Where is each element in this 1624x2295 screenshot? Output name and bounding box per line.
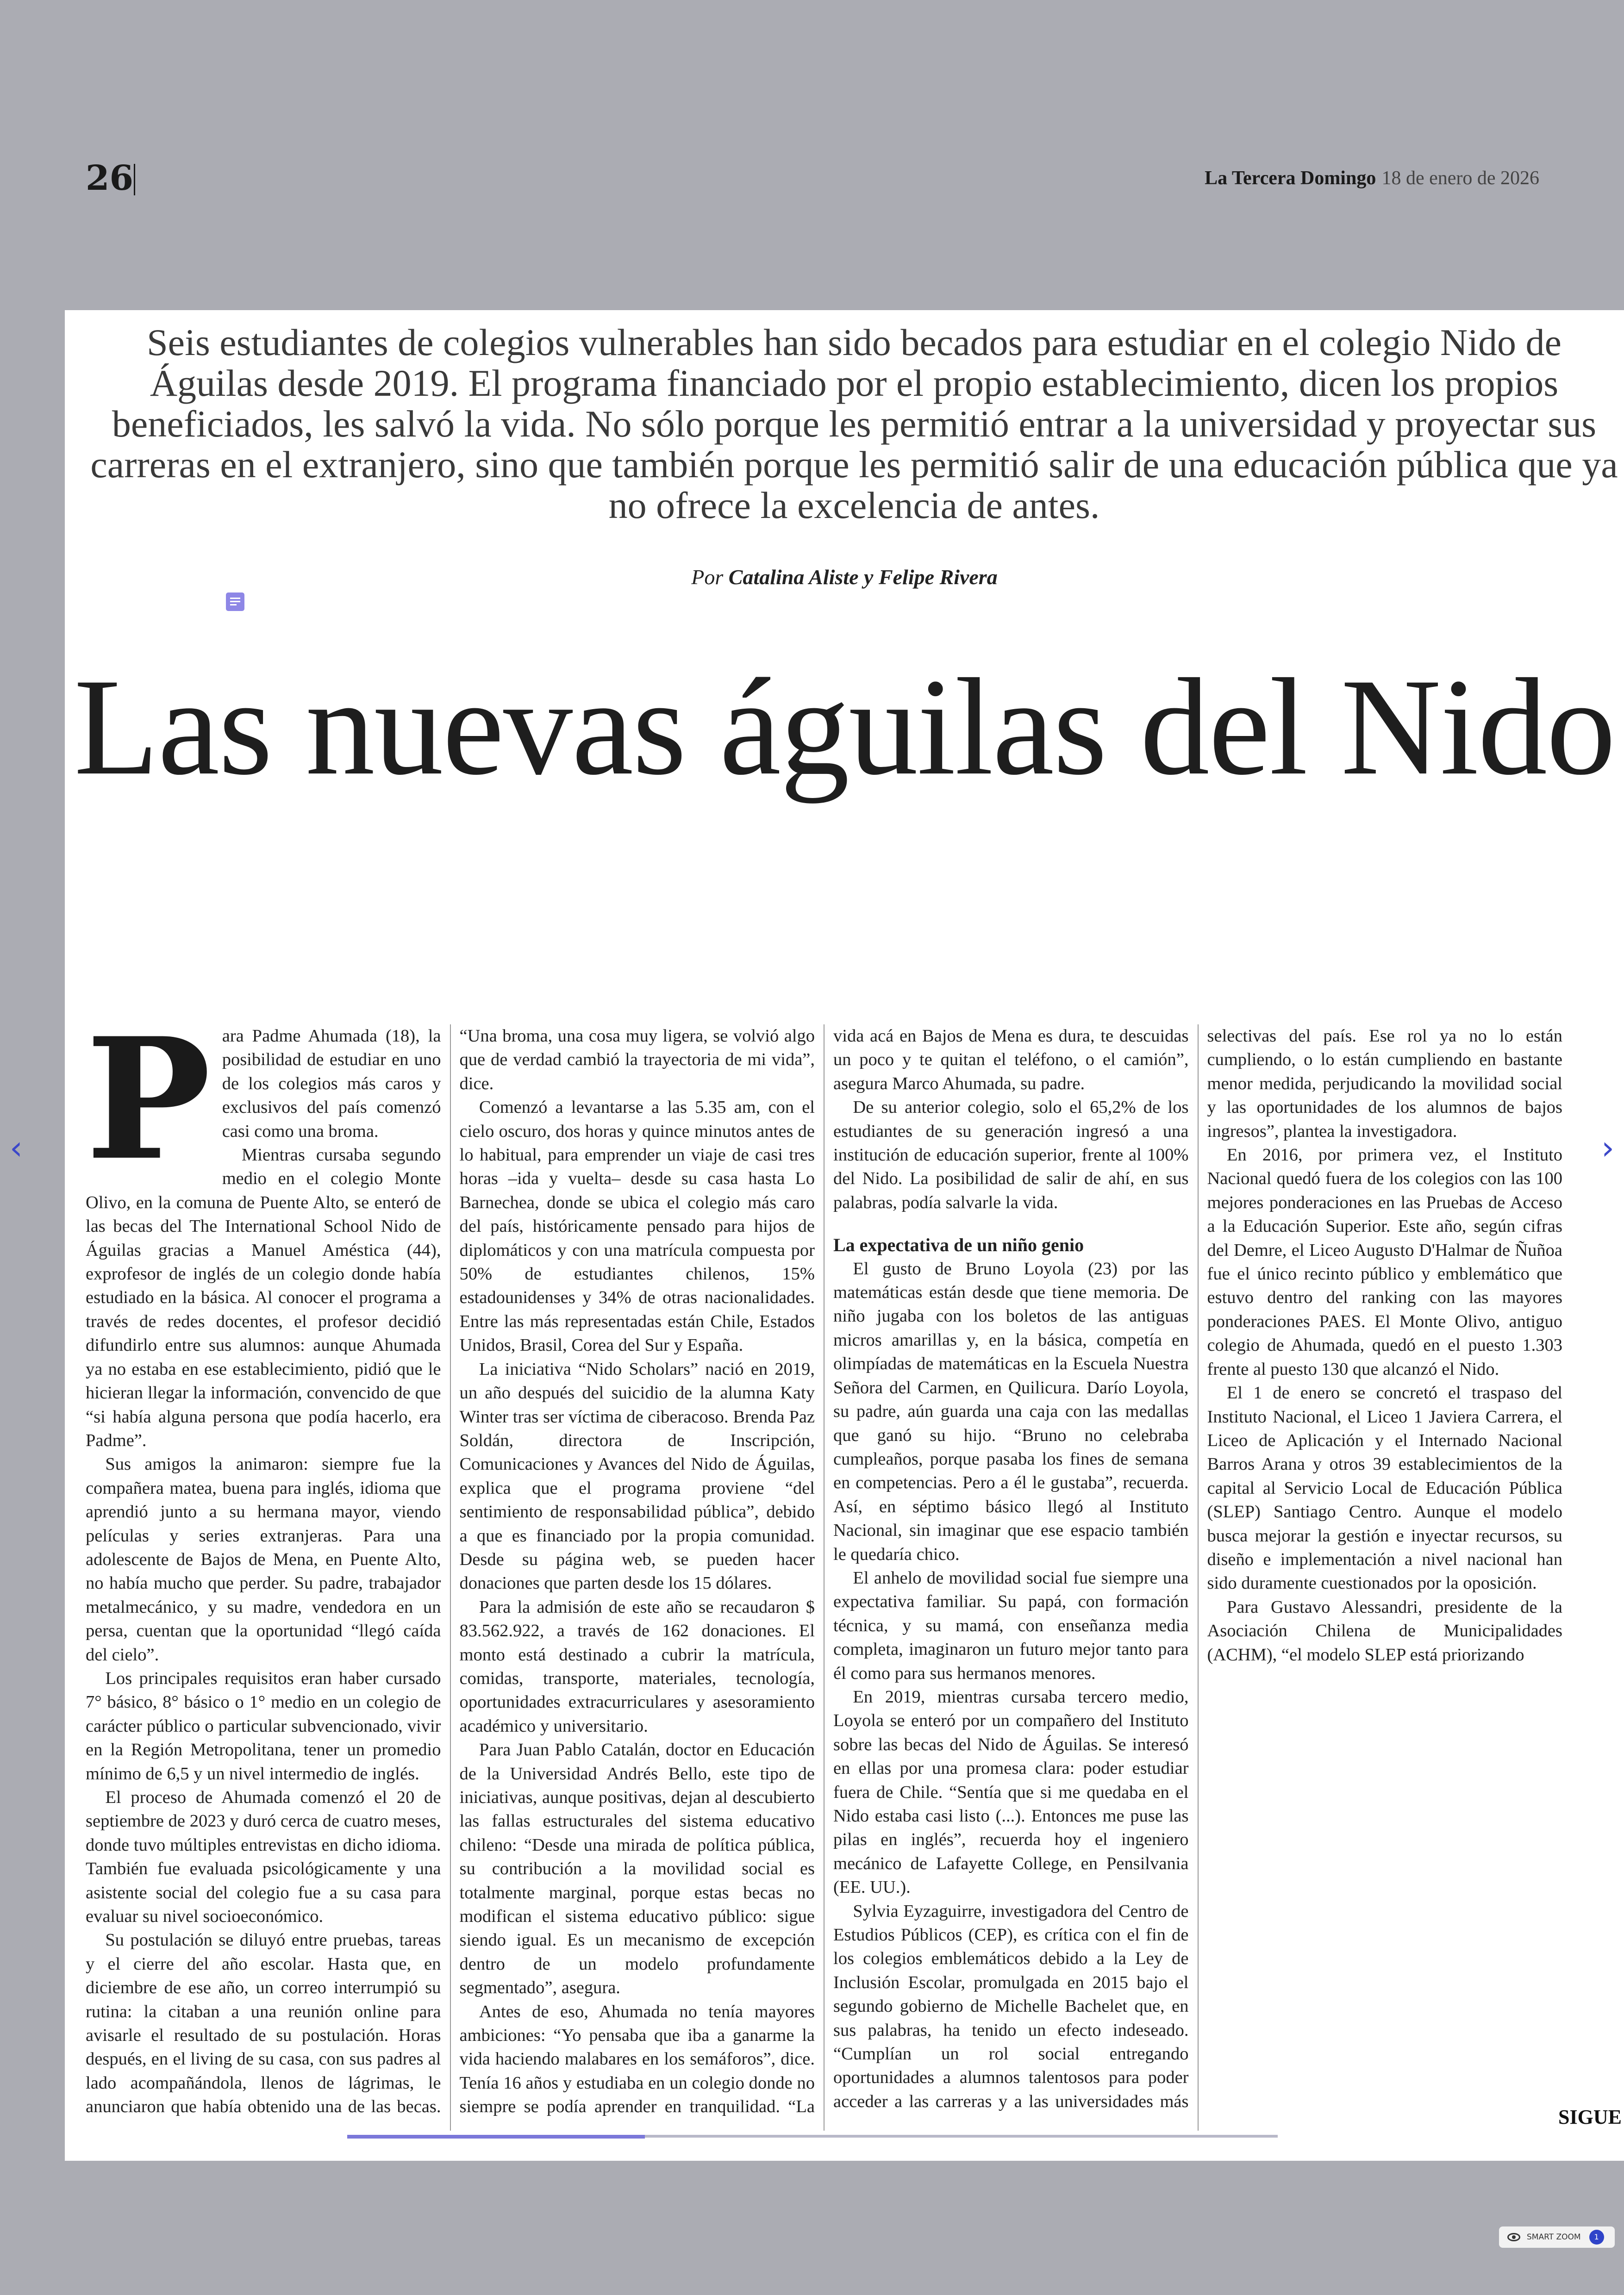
body-paragraph: En 2019, mientras cursaba tercero medio, Loyola se enteró por un compañero del Instituto sobre las becas del Nido de Águilas. Se interesó en ellas por una promesa clara: poder estudiar fuera de Chile. “Sentía que si me quedaba en el Nido estaba casi listo (...). Entonces me puse las pilas en inglés”, recuerda hoy el ingeniero mecánico de Lafayette College, en Pensilvania (EE. UU.). [833, 1687, 1189, 1897]
continues-label: SIGUE [1558, 2106, 1622, 2128]
body-paragraph: Mientras cursaba segundo medio en el colegio Monte Olivo, en la comuna de Puente Alto, se enteró de las becas del The International School Nido de Águilas gracias a Manuel Améstica (44), exprofesor de inglés de un colegio donde había estudiado en la básica. Al conocer el programa a través de redes docentes, el profesor decidió difundirlo entre sus alumnos: aunque Ahumada ya no estaba en ese establecimiento, pidió que le hicieran llegar la información, convencido de que “si había alguna persona que podía hacerlo, era Padme”. [86, 1145, 441, 1450]
body-paragraph: Los principales requisitos eran haber cursado 7° básico, 8° básico o 1° medio en un colegio de carácter público o particular subvencionado, vivir en la Región Metropolitana, tener un promedio mínimo de 6,5 y un nivel intermedio de inglés. [86, 1668, 441, 1784]
body-paragraph: El proceso de Ahumada comenzó el 20 de septiembre de 2023 y duró cerca de cuatro meses, donde tuvo múltiples entrevistas en dicho idioma. También fue evaluada psicológicamente y una asistente social del colegio fue a su casa para evaluar su nivel socioeconómico. [86, 1788, 441, 1927]
next-page-arrow-icon[interactable]: › [1601, 1129, 1614, 1167]
page-number: 26 [86, 158, 133, 198]
body-paragraph: El 1 de enero se concretó el traspaso del Instituto Nacional, el Liceo 1 Javiera Carrera, el Liceo de Aplicación y el Internado Nacional Barros Arana y otros 39 establecimientos de la capital al Servicio Local de Educación Pública (SLEP) Santiago Centro. Aunque el modelo busca mejorar la gestión e inyectar recursos, su diseño e implementación a nivel nacional han sido duramente cuestionados por la oposición. [1207, 1383, 1562, 1593]
article-body [86, 1001, 1562, 2131]
smart-zoom-badge: 1 [1589, 2230, 1604, 2245]
headline: Las nuevas águilas del Nido [74, 650, 1615, 804]
body-paragraph: El anhelo de movilidad social fue siempre una expectativa familiar. Su papá, con formación técnica, y su mamá, con enseñanza media completa, imaginaron un futuro mejor tanto para él como para sus hermanos menores. [833, 1568, 1189, 1683]
body-paragraph: Antes de eso, Ahumada no tenía mayores ambiciones: “Yo pensaba que iba a ganarme la vida haciendo malabares en los semáforos”, dice. Tenía 16 años y estudiaba en un colegio donde no siempre se podía aprender en tranquilidad. “La vida acá en Bajos de Mena es dura, te descuidas un poco y te quitan el teléfono, o el camión”, asegura Marco Ahumada, su padre. [459, 1026, 1189, 2117]
body-paragraph: De su anterior colegio, solo el 65,2% de los estudiantes de su generación ingresó a una institución de educación superior, frente al 100% del Nido. La posibilidad de salir de ahí, en sus palabras, podía salvarle la vida. [833, 1098, 1189, 1212]
header-divider [134, 164, 135, 195]
body-paragraph: Sus amigos la animaron: siempre fue la compañera matea, buena para inglés, idioma que aprendió junto a su hermana mayor, viendo películas y series extranjeras. Para una adolescente de Bajos de Mena, en Puente Alto, no había mucho que perder. Su padre, trabajador metalmecánico, y su madre, vendedora en un persa, cuentan que la oportunidad “llegó caída del cielo”. [86, 1454, 441, 1665]
body-paragraph: En 2016, por primera vez, el Instituto Nacional quedó fuera de los colegios con las 100 mejores ponderaciones en las Pruebas de Acceso a la Educación Superior. Este año, según cifras del Demre, el Liceo Augusto D'Halmar de Ñuñoa fue el único recinto público y emblemático que estuvo dentro del ranking con las mayores ponderaciones PAES. El Monte Olivo, antiguo colegio de Ahumada, quedó en el puesto 1.303 frente al puesto 130 que alcanzó el Nido. [1207, 1145, 1562, 1379]
issue-date: 18 de enero de 2026 [1381, 168, 1539, 189]
body-paragraph: Para Gustavo Alessandri, presidente de la Asociación Chilena de Municipalidades (ACHM), “el modelo SLEP está priorizando [1207, 1597, 1562, 1665]
article-dek: Seis estudiantes de colegios vulnerables han sido becados para estudiar en el colegio Nido de Águilas desde 2019. El programa financiado por el propio establecimiento, dicen los propios beneficiados, les salvó la vida. No sólo porque les permitió entrar a la universidad y proyectar sus carreras en el extranjero, sino que también porque les permitió salir de una educación pública que ya no ofrece la excelencia de antes. [90, 321, 1618, 526]
drop-cap: P [86, 1001, 211, 1197]
body-paragraph: Sylvia Eyzaguirre, investigadora del Centro de Estudios Públicos (CEP), es crítica con el fin de los colegios emblemáticos debido a la Ley de Inclusión Escolar, promulgada en 2015 bajo el segundo gobierno de Michelle Bachelet que, en sus palabras, ha tenido un efecto indeseado. “Cumplían un rol social entregando oportunidades a alumnos talentosos para poder acceder a las carreras y a las universidades más selectivas del país. Ese rol ya no lo están cumpliendo, o lo están cumpliendo en bastante menor medida, perjudicando la movilidad social y las oportunidades de los alumnos de bajos ingresos”, plantea la investigadora. [833, 1026, 1562, 2111]
article-page [65, 310, 1624, 2161]
subheading: La expectativa de un niño genio [833, 1235, 1084, 1256]
note-icon[interactable] [226, 592, 244, 611]
lead-paragraph [86, 1001, 441, 1197]
page-header [86, 157, 1539, 199]
body-paragraph: Para Juan Pablo Catalán, doctor en Educación de la Universidad Andrés Bello, este tipo de iniciativas, aunque positivas, dejan al descubierto las fallas estructurales del sistema educativo chileno: “Desde una mirada de política pública, su contribución a la movilidad social es totalmente marginal, porque estas becas no modifican el sistema educativo público: sigue siendo igual. Es un mecanismo de excepción dentro de un modelo profundamente segmentado”, asegura. [459, 1740, 815, 1998]
reading-progress-fill [347, 2135, 645, 2139]
lead-text: ara Padme Ahumada (18), la posibilidad de estudiar en uno de los colegios más caros y exclusivos del país comenzó casi como una broma. [222, 1026, 441, 1141]
body-paragraph: Su postulación se diluyó entre pruebas, tareas y el cierre del año escolar. Hasta que, en diciembre de ese año, un correo interrumpió su rutina: la citaban a una reunión online para avisarle el resultado de su postulación. Horas después, en el living de su casa, con sus padres al lado acompañándola, llenos de lágrimas, le anunciaron que había obtenido una de las becas. “Una broma, una cosa muy ligera, se volvió algo que de verdad cambió la trayectoria de mi vida”, dice. [86, 1026, 815, 2117]
smart-zoom-label: SMART ZOOM [1527, 2233, 1581, 2242]
previous-page-arrow-icon[interactable]: ‹ [10, 1129, 23, 1167]
body-paragraph: El gusto de Bruno Loyola (23) por las matemáticas están desde que tiene memoria. De niño jugaba con los boletos de las antiguas micros amarillas y, en la básica, competía en olimpíadas de matemáticas en la Escuela Nuestra Señora del Carmen, en Quilicura. Darío Loyola, su padre, aún guarda una caja con las medallas que ganó su hijo. “Bruno no celebraba cumpleaños, porque pasaba los fines de semana en competencias. Pero a él le gustaba”, recuerda. Así, en séptimo básico llegó al Instituto Nacional, sin imaginar que ese espacio también le quedaría chico. [833, 1259, 1189, 1564]
byline [65, 565, 1624, 589]
byline-authors: Catalina Aliste y Felipe Rivera [728, 565, 998, 589]
byline-prefix: Por [691, 565, 724, 589]
smart-zoom-button[interactable] [1499, 2226, 1615, 2248]
eye-icon [1507, 2233, 1520, 2241]
newspaper-name: La Tercera Domingo [1205, 168, 1376, 189]
body-paragraph: Comenzó a levantarse a las 5.35 am, con el cielo oscuro, dos horas y quince minutos antes de lo habitual, para emprender un viaje de casi tres horas –ida y vuelta– desde su casa hasta Lo Barnechea, donde se ubica el colegio más caro del país, históricamente pensado para hijos de diplomáticos y con una matrícula compuesta por 50% de estudiantes chilenos, 15% estadounidenses y 34% de otras nacionalidades. Entre las más representadas están Chile, Estados Unidos, Brasil, Corea del Sur y España. [459, 1098, 815, 1355]
masthead [1205, 157, 1539, 199]
body-paragraph: La iniciativa “Nido Scholars” nació en 2019, un año después del suicidio de la alumna Katy Winter tras ser víctima de ciberacoso. Brenda Paz Soldán, directora de Inscripción, Comunicaciones y Avances del Nido de Águilas, explica que el programa proviene “del sentimiento de responsabilidad pública”, debido a que es financiado por la propia comunidad. Desde su página web, se pueden hacer donaciones que parten desde los 15 dólares. [459, 1359, 815, 1593]
body-paragraph: Para la admisión de este año se recaudaron $ 83.562.922, a través de 162 donaciones. El monto está destinado a cubrir la matrícula, comidas, transporte, materiales, tecnología, oportunidades extracurriculares y asesoramiento académico y universitario. [459, 1597, 815, 1736]
